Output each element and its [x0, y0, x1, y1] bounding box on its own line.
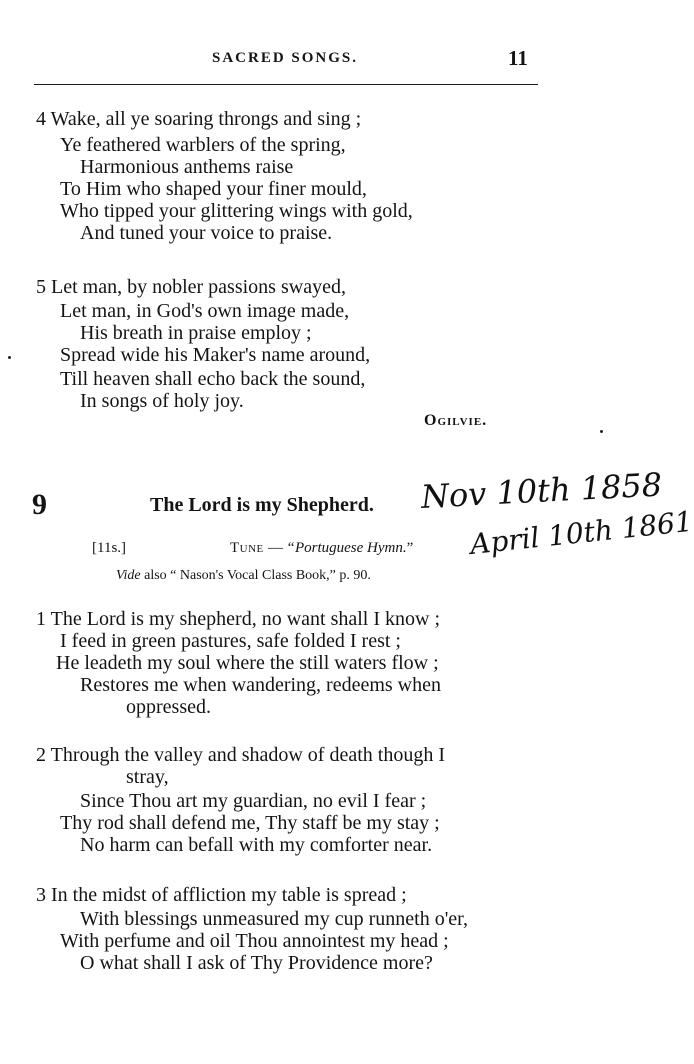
verse-number: 1: [36, 608, 46, 630]
verse-3-line-4: O what shall I ask of Thy Providence more?: [80, 952, 433, 974]
stanza-4-line-1: [36, 108, 361, 130]
tune-label: Tune — “: [230, 540, 295, 556]
stanza-5-line-5: Till heaven shall echo back the sound,: [60, 368, 366, 390]
running-head: [0, 46, 640, 74]
tune-name: Portuguese Hymn.: [294, 540, 407, 556]
verse-text: Wake, all ye soaring throngs and sing ;: [50, 108, 362, 130]
verse-3-line-2: With blessings unmeasured my cup runneth o'er,: [80, 908, 469, 930]
stanza-4-line-5: Who tipped your glittering wings with gold,: [60, 200, 413, 222]
hymn-meter: [11s.]: [92, 540, 127, 556]
verse-number: 2: [36, 744, 46, 766]
verse-2-line-2: stray,: [126, 766, 169, 788]
verse-1-line-4: Restores me when wandering, redeems when: [80, 674, 441, 696]
stanza-4-line-3: Harmonious anthems raise: [80, 156, 294, 178]
tune-close-quote: ”: [406, 540, 414, 556]
running-head-title: SACRED SONGS.: [212, 50, 359, 66]
verse-1-line-5: oppressed.: [126, 696, 211, 718]
verse-text: Let man, by nobler passions swayed,: [51, 276, 346, 298]
stanza-number: 4: [36, 108, 46, 130]
verse-2-line-3: Since Thou art my guardian, no evil I fear ;: [80, 790, 427, 812]
verse-text: Through the valley and shadow of death though I: [50, 744, 445, 766]
stanza-4-line-4: To Him who shaped your finer mould,: [60, 178, 367, 200]
verse-1-line-3: He leadeth my soul where the still waters flow ;: [56, 652, 439, 674]
stanza-number: 5: [36, 276, 46, 298]
vide-reference: [116, 568, 371, 584]
stanza-5-line-6: In songs of holy joy.: [80, 390, 244, 412]
stanza-5-line-1: [36, 276, 346, 298]
stanza-5-line-4: Spread wide his Maker's name around,: [60, 344, 371, 366]
verse-3-line-1: [36, 884, 407, 906]
print-speck: [600, 430, 603, 433]
hymn-title: The Lord is my Shepherd.: [150, 494, 374, 516]
verse-1-line-1: [36, 608, 440, 630]
verse-number: 3: [36, 884, 46, 906]
tune-line: [230, 540, 414, 557]
verse-1-line-2: I feed in green pastures, safe folded I rest ;: [60, 630, 401, 652]
author-attribution: Ogilvie.: [424, 412, 488, 429]
vide-rest: also “ Nason's Vocal Class Book,” p. 90.: [140, 568, 371, 583]
stanza-5-line-2: Let man, in God's own image made,: [60, 300, 350, 322]
handwritten-date-1: Nov 10th 1858: [420, 465, 663, 516]
header-rule: [34, 84, 538, 85]
verse-text: The Lord is my shepherd, no want shall I know ;: [50, 608, 441, 630]
page-number: 11: [508, 46, 528, 70]
stanza-4-line-2: Ye feathered warblers of the spring,: [60, 134, 346, 156]
verse-3-line-3: With perfume and oil Thou annointest my head ;: [60, 930, 449, 952]
stanza-4-line-6: And tuned your voice to praise.: [80, 222, 333, 244]
stanza-5-line-3: His breath in praise employ ;: [80, 322, 312, 344]
verse-2-line-1: [36, 744, 445, 766]
print-speck: [8, 356, 11, 359]
vide-word: Vide: [116, 568, 141, 583]
verse-2-line-4: Thy rod shall defend me, Thy staff be my stay ;: [60, 812, 440, 834]
handwritten-date-2: April 10th 1861: [468, 504, 694, 561]
hymn-number: 9: [32, 488, 47, 521]
verse-text: In the midst of affliction my table is spread ;: [51, 884, 407, 906]
verse-2-line-5: No harm can befall with my comforter near.: [80, 834, 433, 856]
